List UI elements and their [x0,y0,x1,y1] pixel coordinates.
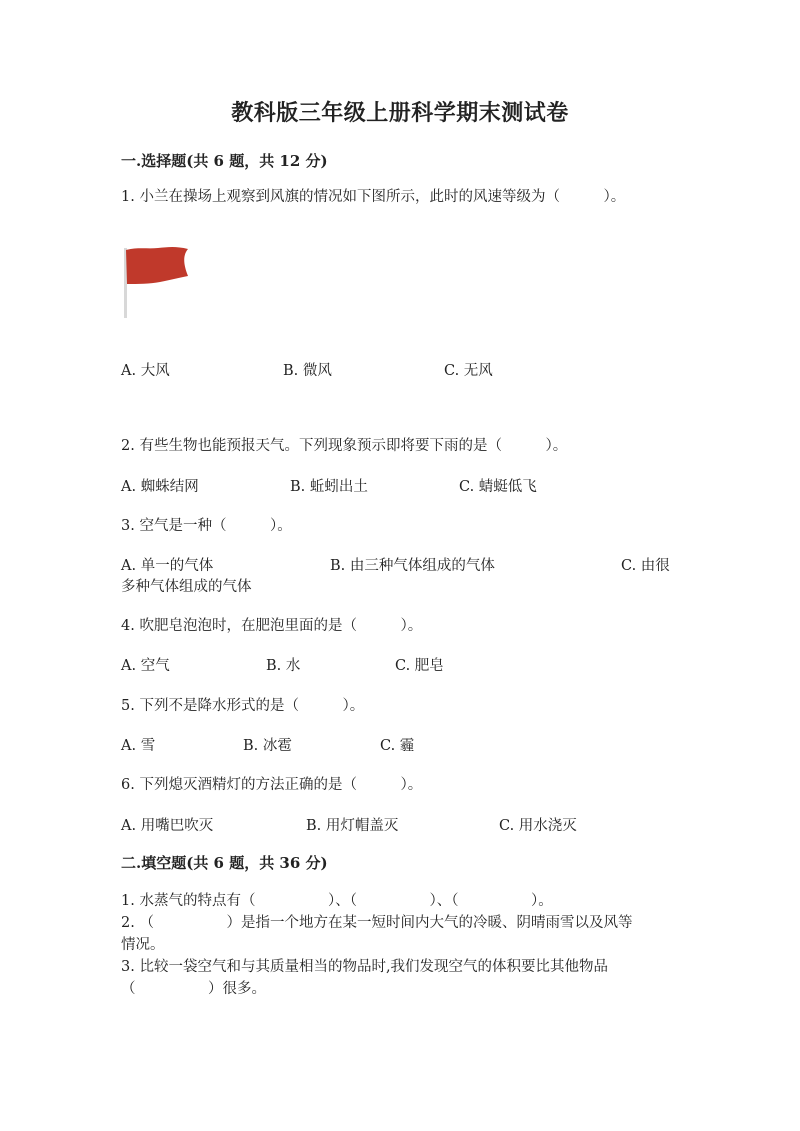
question-3-option-c: C. 由很 [621,558,670,574]
question-2-option-b: B. 蚯蚓出土 [290,479,368,495]
question-4-option-a: A. 空气 [121,658,170,674]
question-5-option-b: B. 冰雹 [243,738,292,754]
question-1-option-a: A. 大风 [121,363,170,379]
question-4-option-b: B. 水 [266,658,301,674]
question-4-stem: 4. 吹肥皂泡泡时，在肥泡里面的是（ ）。 [121,618,423,634]
question-6-option-a: A. 用嘴巴吹灭 [121,818,214,834]
question-1-option-b: B. 微风 [283,363,332,379]
page-title: 教科版三年级上册科学期末测试卷 [231,100,569,126]
flag-cloth [126,247,188,284]
question-4-option-c: C. 肥皂 [395,658,444,674]
fill-question-2-line-1: 2. （ ）是指一个地方在某一短时间内大气的冷暖、阴晴雨雪以及风等 [121,915,633,931]
question-2-option-c: C. 蜻蜓低飞 [459,479,537,495]
question-1-option-c: C. 无风 [444,363,493,379]
question-6-stem: 6. 下列熄灭酒精灯的方法正确的是（ ）。 [121,777,423,793]
question-3-option-a: A. 单一的气体 [121,558,214,574]
section-heading-fill: 二.填空题(共 6 题，共 36 分) [121,854,328,872]
wind-flag-figure [122,244,192,320]
question-3-option-b: B. 由三种气体组成的气体 [330,558,495,574]
question-2-option-a: A. 蜘蛛结网 [121,479,199,495]
fill-question-3-line-1: 3. 比较一袋空气和与其质量相当的物品时,我们发现空气的体积要比其他物品 [121,959,609,975]
question-3-option-c-continued: 多种气体组成的气体 [121,579,252,595]
fill-question-1: 1. 水蒸气的特点有（ ）、（ ）、（ ）。 [121,893,553,909]
question-3-stem: 3. 空气是一种（ ）。 [121,518,292,534]
question-2-stem: 2. 有些生物也能预报天气。下列现象预示即将要下雨的是（ ）。 [121,438,568,454]
question-5-stem: 5. 下列不是降水形式的是（ ）。 [121,698,365,714]
question-6-option-b: B. 用灯帽盖灭 [306,818,399,834]
question-1-stem: 1. 小兰在操场上观察到风旗的情况如下图所示，此时的风速等级为（ ）。 [121,189,626,205]
fill-question-3-line-2: （ ）很多。 [121,981,266,997]
section-heading-choice: 一.选择题(共 6 题，共 12 分) [121,152,328,170]
question-5-option-c: C. 霾 [380,738,415,754]
question-6-option-c: C. 用水浇灭 [499,818,577,834]
question-5-option-a: A. 雪 [121,738,156,754]
fill-question-2-line-2: 情况。 [121,937,165,953]
